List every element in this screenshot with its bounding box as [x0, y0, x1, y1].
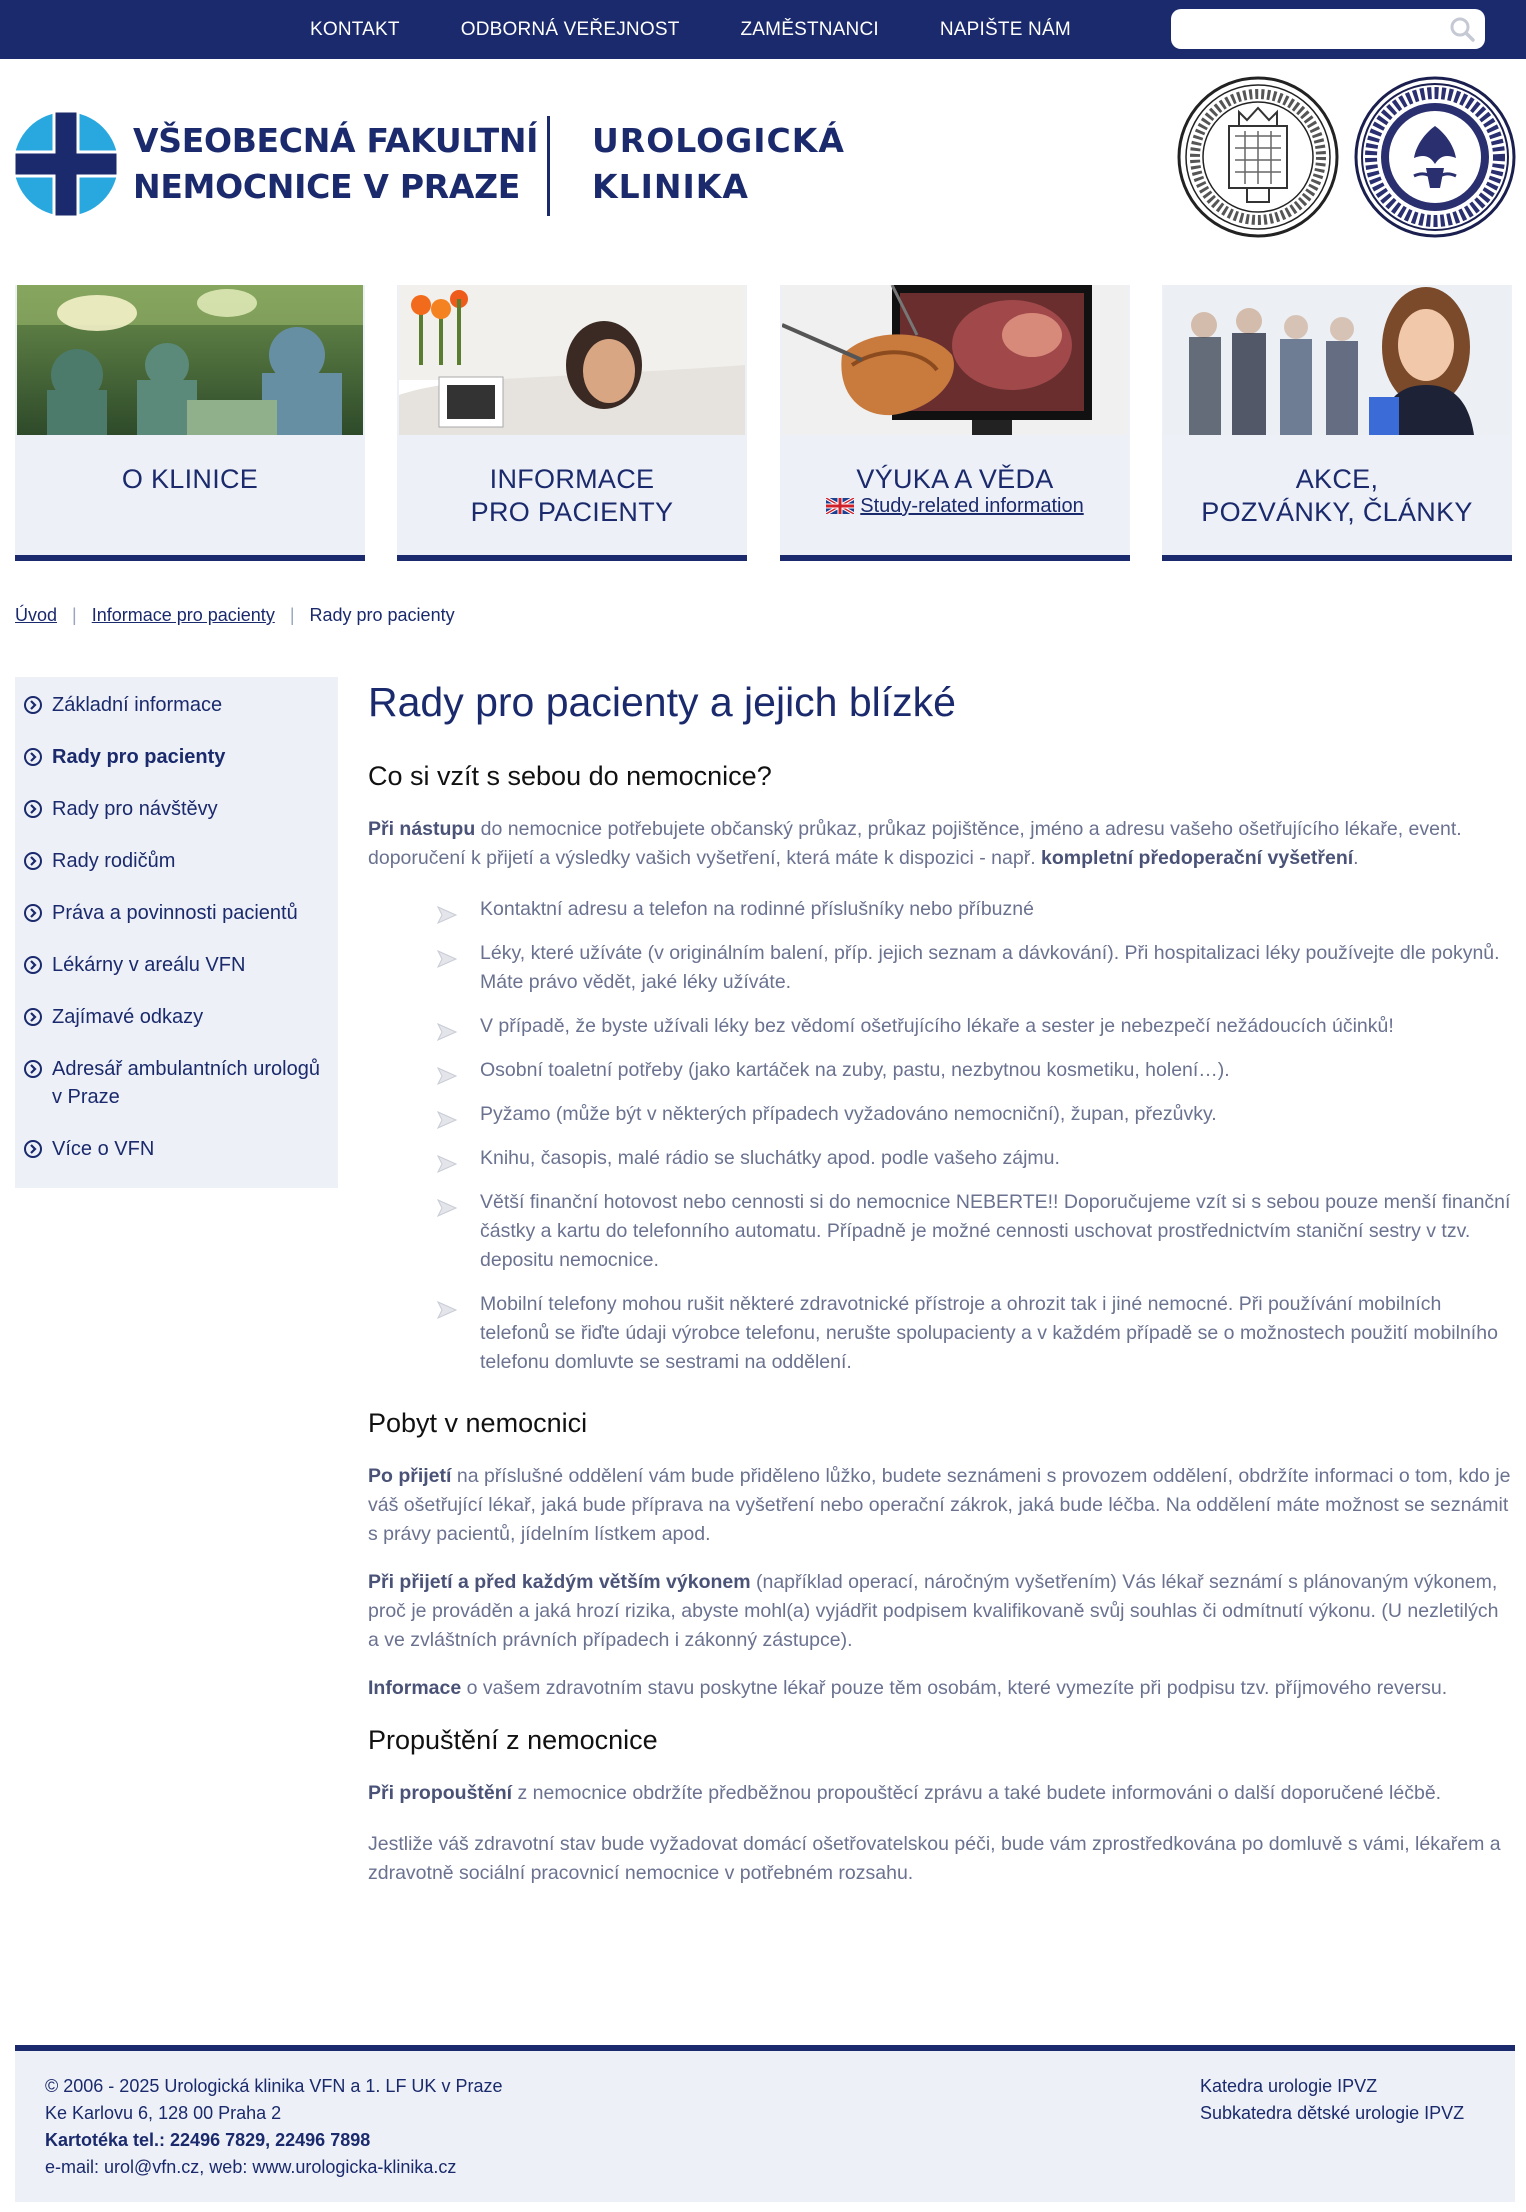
list-item — [434, 1144, 1512, 1173]
list-item-text: Kontaktní adresu a telefon na rodinné příslušníky nebo příbuzné — [480, 898, 1034, 920]
footer — [15, 2045, 1515, 2202]
clinic-name[interactable] — [592, 118, 845, 210]
list-item-text: Osobní toaletní potřeby (jako kartáček na zuby, pastu, nezbytnou kosmetiku, holení…). — [480, 1059, 1230, 1081]
stay-paragraph-2 — [368, 1568, 1512, 1655]
nav-napiste-nam[interactable]: NAPIŠTE NÁM — [939, 18, 1071, 40]
list-item-text: V případě, že byste užívali léky bez vědomí ošetřujícího lékaře a sester je nebezpečí nežádoucích účinků! — [480, 1015, 1394, 1037]
hospital-name[interactable] — [133, 118, 538, 210]
list-item — [434, 939, 1512, 997]
clinic-name-line2: KLINIKA — [592, 167, 749, 206]
tile-o-klinice-label — [15, 463, 365, 496]
sidebar-item-zajimave-odkazy[interactable] — [15, 1003, 338, 1031]
sidebar-item-rady-pro-navstevy[interactable] — [15, 795, 338, 823]
sidebar-item-adresar-urologu[interactable] — [15, 1055, 338, 1111]
circle-chevron-right-icon — [23, 1059, 43, 1079]
study-related-information-link[interactable]: Study-related information — [860, 495, 1084, 517]
circle-chevron-right-icon — [23, 1139, 43, 1159]
footer-address: Ke Karlovu 6, 128 00 Praha 2 — [45, 2103, 282, 2123]
breadcrumb-separator: | — [72, 605, 77, 625]
sidebar-item-rady-rodicum[interactable] — [15, 847, 338, 875]
sidebar-item-label: Lékárny v areálu VFN — [52, 954, 246, 976]
paragraph-text: o vašem zdravotním stavu poskytne lékař pouze těm osobám, které vymezíte při podpisu tzv. příjmového reversu. — [461, 1677, 1448, 1699]
page-title: Rady pro pacienty a jejich blízké — [368, 679, 956, 725]
tile-line2: POZVÁNKY, ČLÁNKY — [1201, 497, 1473, 527]
bold-lead: Po přijetí — [368, 1465, 452, 1487]
sidebar-item-rady-pro-pacienty[interactable] — [15, 743, 338, 771]
surgery-photo — [17, 285, 363, 435]
footer-link-katedra-urologie[interactable]: Katedra urologie IPVZ — [1200, 2076, 1378, 2096]
footer-contact — [45, 2073, 502, 2181]
arrow-bullet-icon — [434, 903, 460, 927]
sidebar-item-label: Adresář ambulantních urologů v Praze — [52, 1058, 320, 1108]
robotic-surgery-photo — [782, 285, 1128, 435]
intro-bold: Při nástupu — [368, 818, 476, 840]
tile-line1: INFORMACE — [489, 464, 655, 494]
intro-text: do nemocnice potřebujete občanský průkaz, průkaz pojištěnce, jméno a adresu vašeho ošetřujícího lékaře, event. doporučení k přijetí a výsledky vašich vyšetření, která máte k dispozici - např. — [368, 818, 1462, 869]
tile-line2: PRO PACIENTY — [470, 497, 674, 527]
footer-links — [1200, 2073, 1464, 2127]
arrow-bullet-icon — [434, 1020, 460, 1044]
section-heading-stay: Pobyt v nemocnici — [368, 1408, 588, 1438]
footer-link-subkatedra[interactable]: Subkatedra dětské urologie IPVZ — [1200, 2103, 1465, 2123]
sidebar-item-label: Rady rodičům — [52, 850, 176, 872]
list-item-text: Léky, které užíváte (v originálním balení, příp. jejich seznam a dávkování). Při hospitalizaci léky používejte dle pokynů. Máte právo vědět, jaké léky užíváte. — [480, 942, 1500, 993]
nav-odborna-verejnost[interactable]: ODBORNÁ VEŘEJNOST — [460, 18, 680, 40]
sidebar-item-zakladni-informace[interactable] — [15, 691, 338, 719]
top-bar — [0, 0, 1526, 59]
sidebar-item-label: Základní informace — [52, 694, 223, 716]
sidebar-item-label: Rady pro návštěvy — [52, 798, 218, 820]
list-item — [434, 895, 1512, 924]
stay-paragraph-3 — [368, 1674, 1512, 1703]
logo-divider — [547, 116, 550, 216]
search-input[interactable] — [1185, 15, 1435, 43]
paragraph-text: z nemocnice obdržíte předběžnou propouštěcí zprávu a také budete informováni o další doporučené léčbě. — [512, 1782, 1442, 1804]
main-content — [368, 672, 1512, 1888]
paragraph-text: na příslušné oddělení vám bude přiděleno lůžko, budete seznámeni s provozem oddělení, obdržíte informaci o tom, kdo je váš ošetřující lékař, jaká bude příprava na vyšetření nebo operační zákrok, jaká bude léčba. Na oddělení máte možnost se seznámit s právy pacientů, jídelním lístkem apod. — [368, 1465, 1511, 1545]
sidebar-item-label: Rady pro pacienty — [52, 746, 226, 768]
intro-paragraph — [368, 815, 1512, 873]
circle-chevron-right-icon — [23, 799, 43, 819]
charles-university-seal-icon — [1177, 76, 1339, 238]
bold-lead: Informace — [368, 1677, 462, 1699]
bold-lead: Při přijetí a před každým větším výkonem — [368, 1571, 751, 1593]
breadcrumb — [15, 605, 455, 626]
tile-akce-label — [1162, 463, 1512, 529]
footer-email-web[interactable]: e-mail: urol@vfn.cz, web: www.urologicka-klinika.cz — [45, 2157, 457, 2177]
people-photo — [1164, 285, 1510, 435]
list-item-text: Větší finanční hotovost nebo cennosti si do nemocnice NEBERTE!! Doporučujeme vzít si s sebou pouze menší finanční částky a kartu do telefonního automatu. Případně je možné cennosti uschovat prostřednictvím staniční sestry v tzv. depositu nemocnice. — [480, 1191, 1511, 1271]
circle-chevron-right-icon — [23, 903, 43, 923]
sidebar-item-vice-o-vfn[interactable] — [15, 1135, 338, 1163]
tile-informace-pro-pacienty[interactable] — [397, 285, 747, 561]
section-heading-discharge: Propuštění z nemocnice — [368, 1725, 658, 1755]
footer-phone-text: Kartotéka tel.: 22496 7829, 22496 7898 — [45, 2130, 371, 2150]
arrow-bullet-icon — [434, 1196, 460, 1220]
list-item-text: Mobilní telefony mohou rušit některé zdravotnické přístroje a ohrozit tak i jiné nemocné. Při používání mobilních telefonů se řiďte údaji výrobce telefonu, nerušte spolupacienty a v každém případě se o možnostech použití mobilního telefonu domluvte se sestrami na oddělení. — [480, 1293, 1498, 1373]
list-item-text: Knihu, časopis, malé rádio se sluchátky apod. podle vašeho zájmu. — [480, 1147, 1060, 1169]
sidebar-item-prava-a-povinnosti[interactable] — [15, 899, 338, 927]
arrow-bullet-icon — [434, 1108, 460, 1132]
list-item — [434, 1290, 1512, 1377]
tile-informace-label — [397, 463, 747, 529]
what-to-bring-list — [434, 895, 1512, 1377]
section-heading-what-to-bring: Co si vzít s sebou do nemocnice? — [368, 761, 772, 791]
search-icon[interactable] — [1449, 16, 1475, 42]
first-faculty-seal-icon — [1354, 76, 1516, 238]
hospital-name-line2: NEMOCNICE V PRAZE — [133, 167, 520, 206]
circle-chevron-right-icon — [23, 747, 43, 767]
intro-end: . — [1353, 847, 1359, 869]
discharge-paragraph-1 — [368, 1779, 1512, 1808]
study-info — [780, 495, 1130, 518]
breadcrumb-separator: | — [289, 605, 295, 625]
breadcrumb-current: Rady pro pacienty — [309, 605, 455, 625]
arrow-bullet-icon — [434, 1152, 460, 1176]
list-item — [434, 1056, 1512, 1085]
tile-vyuka-label — [780, 463, 1130, 496]
arrow-bullet-icon — [434, 1298, 460, 1322]
sidebar — [15, 677, 338, 1188]
nav-zamestnanci[interactable]: ZAMĚSTNANCI — [740, 18, 879, 40]
bold-lead: Při propouštění — [368, 1782, 513, 1804]
list-item — [434, 1012, 1512, 1041]
paragraph-text: (například operací, náročným vyšetřením) Vás lékař seznámí s plánovaným výkonem, proč je prováděn a jaká hrozí rizika, abyste mohl(a) vyjádřit podpisem kvalifikovaně svůj souhlas či odmítnutí výkonu. (U nezletilých a ve zvláštních právních případech i zákonný zástupce). — [368, 1571, 1499, 1651]
stay-paragraph-1 — [368, 1462, 1512, 1549]
circle-chevron-right-icon — [23, 851, 43, 871]
arrow-bullet-icon — [434, 1064, 460, 1088]
patient-photo — [399, 285, 745, 435]
search-box — [1171, 9, 1485, 49]
list-item-text: Pyžamo (může být v některých případech vyžadováno nemocniční), župan, přezůvky. — [480, 1103, 1217, 1125]
tile-line1: VÝUKA A VĚDA — [856, 464, 1054, 494]
sidebar-item-label: Zajímavé odkazy — [52, 1006, 204, 1028]
tile-line1: O KLINICE — [121, 464, 259, 494]
circle-chevron-right-icon — [23, 695, 43, 715]
tile-vyuka-a-veda[interactable] — [780, 285, 1130, 561]
hospital-name-line1: VŠEOBECNÁ FAKULTNÍ — [133, 121, 539, 160]
vfn-logo-icon[interactable] — [14, 111, 118, 217]
top-nav — [310, 0, 1132, 59]
sidebar-item-label: Práva a povinnosti pacientů — [52, 902, 298, 924]
tile-akce-pozvanky-clanky[interactable] — [1162, 285, 1512, 561]
footer-copyright: © 2006 - 2025 Urologická klinika VFN a 1. LF UK v Praze — [45, 2076, 503, 2096]
circle-chevron-right-icon — [23, 1007, 43, 1027]
footer-phone — [45, 2127, 502, 2154]
list-item — [434, 1100, 1512, 1129]
tile-o-klinice[interactable] — [15, 285, 365, 561]
tile-line1: AKCE, — [1295, 464, 1379, 494]
circle-chevron-right-icon — [23, 955, 43, 975]
clinic-name-line1: UROLOGICKÁ — [592, 121, 845, 160]
sidebar-item-label: Více o VFN — [52, 1138, 155, 1160]
list-item — [434, 1188, 1512, 1275]
breadcrumb-parent[interactable]: Informace pro pacienty — [91, 605, 275, 625]
arrow-bullet-icon — [434, 947, 460, 971]
intro-bold2: kompletní předoperační vyšetření — [1041, 847, 1354, 869]
nav-kontakt[interactable]: KONTAKT — [310, 18, 400, 40]
uk-flag-icon — [826, 498, 854, 514]
sidebar-item-lekarny[interactable] — [15, 951, 338, 979]
breadcrumb-home[interactable]: Úvod — [15, 605, 58, 625]
discharge-paragraph-2: Jestliže váš zdravotní stav bude vyžadovat domácí ošetřovatelskou péči, bude vám zprostředkována po domluvě s vámi, lékařem a zdravotně sociální pracovnicí nemocnice v potřebném rozsahu. — [368, 1833, 1501, 1884]
